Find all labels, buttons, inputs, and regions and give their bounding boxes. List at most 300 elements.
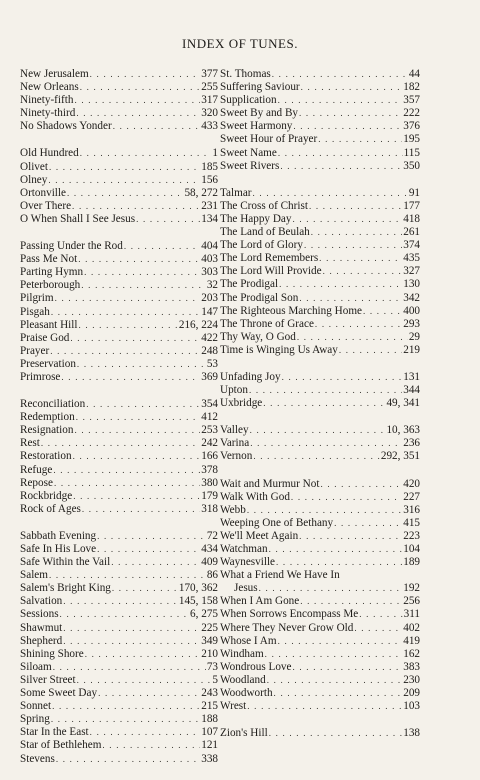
dot-leader	[363, 305, 402, 318]
tune-name: Siloam	[20, 660, 52, 673]
hymn-number: 134	[201, 212, 218, 225]
tune-entry	[20, 622, 218, 635]
dot-leader	[70, 332, 200, 345]
hymn-number: 91	[408, 186, 420, 199]
dot-leader	[293, 661, 403, 674]
tune-name: O When Shall I See Jesus	[20, 212, 136, 225]
tune-name: Weeping One of Bethany	[220, 516, 334, 529]
right-column	[220, 68, 420, 754]
hymn-number: 377	[201, 68, 218, 80]
hymn-number: 303	[201, 266, 218, 279]
tune-entry	[220, 226, 420, 239]
page-title: INDEX OF TUNES.	[182, 36, 298, 51]
tune-entry	[220, 504, 420, 517]
dot-leader	[300, 595, 402, 608]
tune-name: Ninety-fifth	[20, 94, 74, 107]
tune-name: The Throne of Grace	[220, 317, 314, 330]
tune-entry	[20, 490, 218, 503]
tune-group	[220, 187, 420, 357]
hymn-number: 374	[403, 239, 420, 252]
tune-entry	[20, 424, 218, 437]
hymn-number: 219	[403, 343, 420, 356]
hymn-number: 192	[403, 582, 420, 595]
tune-name: Sweet By and By	[220, 107, 298, 120]
tune-name: Peterborough	[20, 279, 81, 292]
tune-name: Rest	[20, 437, 40, 450]
tune-entry	[220, 530, 420, 543]
tune-group	[220, 424, 420, 463]
tune-name: Silver Street	[20, 673, 76, 686]
tune-group	[20, 147, 218, 226]
tune-name: Safe In His Love	[20, 543, 97, 555]
tune-name: We'll Meet Again	[220, 529, 299, 542]
tune-entry	[20, 345, 218, 358]
tune-entry	[220, 160, 420, 173]
hymn-number: 182	[403, 81, 420, 94]
tune-name: Whose I Am	[220, 634, 277, 647]
tune-entry	[20, 464, 218, 477]
tune-entry	[20, 569, 218, 582]
hymn-number: 318	[201, 502, 218, 515]
hymn-number: 73	[206, 660, 218, 673]
tune-name: Safe Within the Vail	[20, 556, 111, 569]
tune-name: Jesus	[234, 582, 258, 595]
tune-entry	[20, 556, 218, 569]
tune-entry	[220, 384, 420, 397]
dot-leader	[320, 478, 402, 491]
tune-entry	[20, 753, 218, 766]
dot-leader	[76, 107, 200, 120]
hymn-number: 210	[201, 647, 218, 660]
hymn-number: 433	[201, 120, 218, 133]
tune-name: The Prodigal	[220, 278, 279, 291]
tune-entry	[220, 450, 420, 463]
tune-name: The Cross of Christ	[220, 199, 308, 212]
tune-entry	[220, 278, 420, 291]
tune-entry	[220, 397, 420, 410]
tune-name: New Jerusalem	[20, 68, 89, 80]
tune-entry	[20, 582, 218, 595]
hymn-number: 147	[201, 305, 218, 318]
tune-group	[20, 530, 218, 766]
hymn-number: 203	[201, 292, 218, 305]
dot-leader	[301, 81, 403, 94]
dot-leader	[67, 187, 183, 200]
dot-leader	[78, 253, 200, 266]
tune-name: Prayer	[20, 344, 50, 357]
tune-name: Reconciliation	[20, 398, 86, 411]
tune-entry	[20, 530, 218, 543]
tune-entry	[220, 674, 420, 687]
tune-entry	[220, 517, 420, 530]
tune-name: Suffering Saviour	[220, 81, 300, 94]
tune-entry	[20, 161, 218, 174]
tune-name: Repose	[20, 476, 53, 489]
dot-leader	[304, 239, 402, 252]
dot-leader	[319, 252, 402, 265]
tune-entry	[20, 240, 218, 253]
tune-group	[20, 398, 218, 516]
hymn-number: 293	[403, 317, 420, 330]
dot-leader	[86, 398, 200, 411]
hymn-number: 357	[403, 94, 420, 107]
tune-name: Praise God	[20, 331, 70, 344]
dot-leader	[61, 371, 200, 384]
tune-name: The Land of Beulah	[220, 226, 310, 239]
tune-name: Star of Bethlehem	[20, 739, 102, 752]
tune-entry	[20, 68, 218, 81]
tune-entry	[20, 543, 218, 556]
dot-leader	[73, 490, 200, 503]
hymn-number: 419	[403, 634, 420, 647]
tune-name: Pilgrim	[20, 292, 54, 305]
tune-entry	[220, 120, 420, 133]
hymn-number: 189	[403, 556, 420, 569]
dot-leader	[354, 622, 402, 635]
tune-name: Uxbridge	[220, 397, 263, 410]
dot-leader	[111, 556, 200, 569]
dot-leader	[339, 344, 402, 357]
hymn-number: 32	[206, 279, 218, 292]
tune-name: Passing Under the Rod	[20, 240, 123, 253]
hymn-number: 49, 341	[386, 397, 420, 410]
dot-leader	[53, 464, 200, 477]
tune-name: Star In the East	[20, 726, 89, 739]
tune-name: Resignation	[20, 424, 74, 437]
dot-leader	[272, 68, 408, 81]
dot-leader	[54, 477, 200, 490]
dot-leader	[50, 345, 200, 358]
hymn-number: 376	[403, 120, 420, 133]
tune-name: Supplication	[220, 94, 277, 107]
tune-entry	[220, 727, 420, 740]
dot-leader	[323, 265, 403, 278]
hymn-number: 44	[408, 68, 420, 80]
dot-leader	[247, 504, 402, 517]
tune-entry	[220, 648, 420, 661]
dot-leader	[276, 556, 402, 569]
dot-leader	[41, 437, 200, 450]
tune-entry	[220, 81, 420, 94]
tune-entry	[220, 424, 420, 437]
tune-entry	[220, 661, 420, 674]
tune-entry	[220, 107, 420, 120]
dot-leader	[112, 582, 178, 595]
dot-leader	[299, 530, 402, 543]
dot-leader	[48, 174, 200, 187]
tune-entry	[20, 477, 218, 490]
dot-leader	[359, 608, 402, 621]
dot-leader	[250, 437, 402, 450]
hymn-number: 350	[403, 159, 420, 172]
tune-entry	[220, 239, 420, 252]
tune-entry	[220, 292, 420, 305]
tune-name: Wondrous Love	[220, 660, 292, 673]
left-column	[20, 68, 218, 780]
hymn-number: 130	[403, 278, 420, 291]
hymn-number: 107	[201, 726, 218, 739]
tune-name: Sweet Rivers	[220, 159, 280, 172]
dot-leader	[77, 358, 206, 371]
dot-leader	[82, 503, 200, 516]
hymn-number: 223	[403, 529, 420, 542]
dot-leader	[253, 450, 380, 463]
dot-leader	[249, 384, 402, 397]
hymn-number: 188	[201, 713, 218, 726]
hymn-number: 179	[201, 489, 218, 502]
hymn-number: 255	[201, 81, 218, 94]
tune-entry	[220, 252, 420, 265]
dot-leader	[278, 94, 403, 107]
hymn-number: 225	[201, 621, 218, 634]
hymn-number: 170, 362	[178, 582, 218, 595]
hymn-number: 409	[201, 556, 218, 569]
dot-leader	[315, 318, 402, 331]
tune-entry	[20, 253, 218, 266]
tune-name: Salem	[20, 569, 48, 582]
tune-entry	[20, 200, 218, 213]
tune-group	[20, 68, 218, 133]
dot-leader	[74, 94, 200, 107]
dot-leader	[76, 411, 201, 424]
tune-entry	[220, 582, 420, 595]
tune-entry	[20, 739, 218, 752]
tune-entry	[220, 556, 420, 569]
dot-leader	[56, 753, 200, 766]
hymn-number: 378	[201, 463, 218, 476]
tune-name: Over There	[20, 199, 72, 212]
dot-leader	[81, 279, 206, 292]
dot-leader	[274, 687, 403, 700]
tune-entry	[220, 133, 420, 146]
hymn-number: 72	[206, 529, 218, 542]
hymn-number: 231	[201, 199, 218, 212]
tune-entry	[220, 265, 420, 278]
tune-entry	[220, 491, 420, 504]
tune-name: When Sorrows Encompass Me	[220, 608, 359, 621]
hymn-number: 354	[201, 398, 218, 411]
tune-name: Ninety-third	[20, 107, 76, 120]
dot-leader	[84, 266, 200, 279]
dot-leader	[80, 147, 212, 160]
tune-entry	[20, 503, 218, 516]
tune-entry	[220, 635, 420, 648]
hymn-number: 415	[403, 516, 420, 529]
dot-leader	[292, 213, 402, 226]
dot-leader	[124, 240, 200, 253]
tune-entry	[220, 543, 420, 556]
tune-entry	[20, 279, 218, 292]
tune-entry	[20, 371, 218, 384]
hymn-number: 422	[201, 331, 218, 344]
tune-entry	[220, 331, 420, 344]
dot-leader	[63, 622, 200, 635]
dot-leader	[278, 635, 403, 648]
hymn-number: 349	[201, 634, 218, 647]
tune-name: Refuge	[20, 463, 53, 476]
tune-name: Restoration	[20, 450, 72, 463]
tune-name: Spring	[20, 713, 50, 726]
dot-leader	[311, 226, 402, 239]
tune-name: Webb	[220, 503, 246, 516]
tune-name: Waynesville	[220, 556, 276, 569]
tune-entry	[220, 687, 420, 700]
hymn-number: 327	[403, 265, 420, 278]
tune-name: Primrose	[20, 370, 61, 383]
tune-name: Olivet	[20, 160, 48, 173]
tune-name: The Lord Will Provide	[220, 265, 322, 278]
tune-name: Old Hundred	[20, 147, 79, 160]
dot-leader	[269, 543, 403, 556]
hymn-number: 400	[403, 304, 420, 317]
hymn-number: 316	[403, 503, 420, 516]
tune-name: Sonnet	[20, 700, 52, 713]
tune-name: Pass Me Not	[20, 253, 78, 266]
dot-leader	[90, 68, 201, 81]
tune-entry	[20, 174, 218, 187]
tune-name: Windham	[220, 647, 264, 660]
hymn-number: 380	[201, 476, 218, 489]
hymn-number: 166	[201, 450, 218, 463]
dot-leader	[267, 674, 403, 687]
tune-name: The Prodigal Son	[220, 291, 299, 304]
dot-leader	[263, 397, 385, 410]
hymn-number: 383	[403, 660, 420, 673]
tune-entry	[220, 318, 420, 331]
hymn-number: 253	[201, 424, 218, 437]
tune-entry	[20, 187, 218, 200]
tune-name: Woodworth	[220, 687, 273, 700]
tune-name: Olney	[20, 173, 48, 186]
hymn-number: 243	[201, 687, 218, 700]
tune-name: Woodland	[220, 673, 266, 686]
tune-name: Time is Winging Us Away	[220, 343, 338, 356]
hymn-number: 320	[201, 107, 218, 120]
hymn-number: 162	[403, 647, 420, 660]
tune-name: Stevens	[20, 752, 55, 765]
hymn-number: 53	[206, 357, 218, 370]
hymn-number: 145, 158	[178, 595, 218, 608]
tune-entry	[20, 319, 218, 332]
tune-name: The Lord Remembers	[220, 252, 319, 265]
tune-entry	[20, 213, 218, 226]
hymn-number: 242	[201, 437, 218, 450]
dot-leader	[80, 81, 201, 94]
dot-leader	[51, 306, 200, 319]
tune-name: Ortonville	[20, 186, 66, 199]
dot-leader	[72, 200, 200, 213]
hymn-number: 256	[403, 595, 420, 608]
hymn-number: 420	[403, 477, 420, 490]
hymn-number: 311	[403, 608, 420, 621]
tune-name: Pisgah	[20, 305, 50, 318]
dot-leader	[293, 120, 402, 133]
tune-entry	[20, 306, 218, 319]
tune-entry	[220, 94, 420, 107]
dot-leader	[78, 319, 177, 332]
tune-entry	[220, 569, 420, 582]
hymn-number: 317	[201, 94, 218, 107]
tune-entry	[220, 595, 420, 608]
tune-name: Watchman	[220, 543, 268, 555]
tune-entry	[220, 478, 420, 491]
dot-leader	[253, 187, 408, 200]
tune-name: Preservation	[20, 357, 76, 370]
hymn-number: 86	[206, 569, 218, 582]
hymn-number: 369	[201, 370, 218, 383]
tune-group	[220, 727, 420, 740]
dot-leader	[113, 120, 201, 133]
dot-leader	[53, 661, 206, 674]
hymn-number: 104	[403, 543, 420, 555]
dot-leader	[102, 739, 200, 752]
tune-entry	[20, 411, 218, 424]
tune-name: Sweet Harmony	[220, 120, 293, 133]
tune-entry	[220, 608, 420, 621]
tune-name: Pleasant Hill	[20, 318, 78, 331]
hymn-number: 121	[201, 739, 218, 752]
tune-name: Redemption	[20, 411, 75, 424]
hymn-number: 227	[403, 490, 420, 503]
dot-leader	[49, 161, 200, 174]
dot-leader	[309, 200, 402, 213]
tune-name: Varina	[220, 437, 250, 450]
tune-entry	[220, 68, 420, 81]
dot-leader	[77, 674, 212, 687]
hymn-number: 404	[201, 240, 218, 253]
tune-entry	[220, 371, 420, 384]
dot-leader	[282, 371, 403, 384]
tune-name: Salvation	[20, 595, 63, 608]
hymn-number: 418	[403, 212, 420, 225]
hymn-number: 215	[201, 700, 218, 713]
hymn-number: 222	[403, 107, 420, 120]
dot-leader	[334, 517, 402, 530]
dot-leader	[97, 543, 200, 556]
tune-entry	[20, 726, 218, 739]
hymn-number: 185	[201, 160, 218, 173]
tune-entry	[20, 292, 218, 305]
tune-entry	[20, 147, 218, 160]
tune-entry	[20, 713, 218, 726]
tune-entry	[20, 120, 218, 133]
tune-name: Thy Way, O God	[220, 330, 296, 343]
dot-leader	[51, 713, 200, 726]
tune-name: Upton	[220, 384, 248, 397]
tune-group	[20, 240, 218, 384]
hymn-number: 10, 363	[386, 424, 420, 437]
hymn-number: 115	[403, 146, 420, 159]
dot-leader	[73, 450, 201, 463]
hymn-number: 177	[403, 199, 420, 212]
dot-leader	[291, 491, 402, 504]
tune-entry	[220, 622, 420, 635]
hymn-number: 5	[212, 673, 218, 686]
tune-entry	[20, 107, 218, 120]
dot-leader	[278, 147, 403, 160]
dot-leader	[63, 595, 178, 608]
tune-entry	[20, 648, 218, 661]
dot-leader	[297, 331, 408, 344]
dot-leader	[269, 727, 403, 740]
tune-name: The Righteous Marching Home	[220, 304, 362, 317]
hymn-number: 342	[403, 291, 420, 304]
dot-leader	[74, 424, 200, 437]
dot-leader	[49, 569, 206, 582]
tune-entry	[220, 437, 420, 450]
tune-name: The Lord of Glory	[220, 239, 303, 252]
tune-name: Salem's Bright King	[20, 582, 111, 595]
